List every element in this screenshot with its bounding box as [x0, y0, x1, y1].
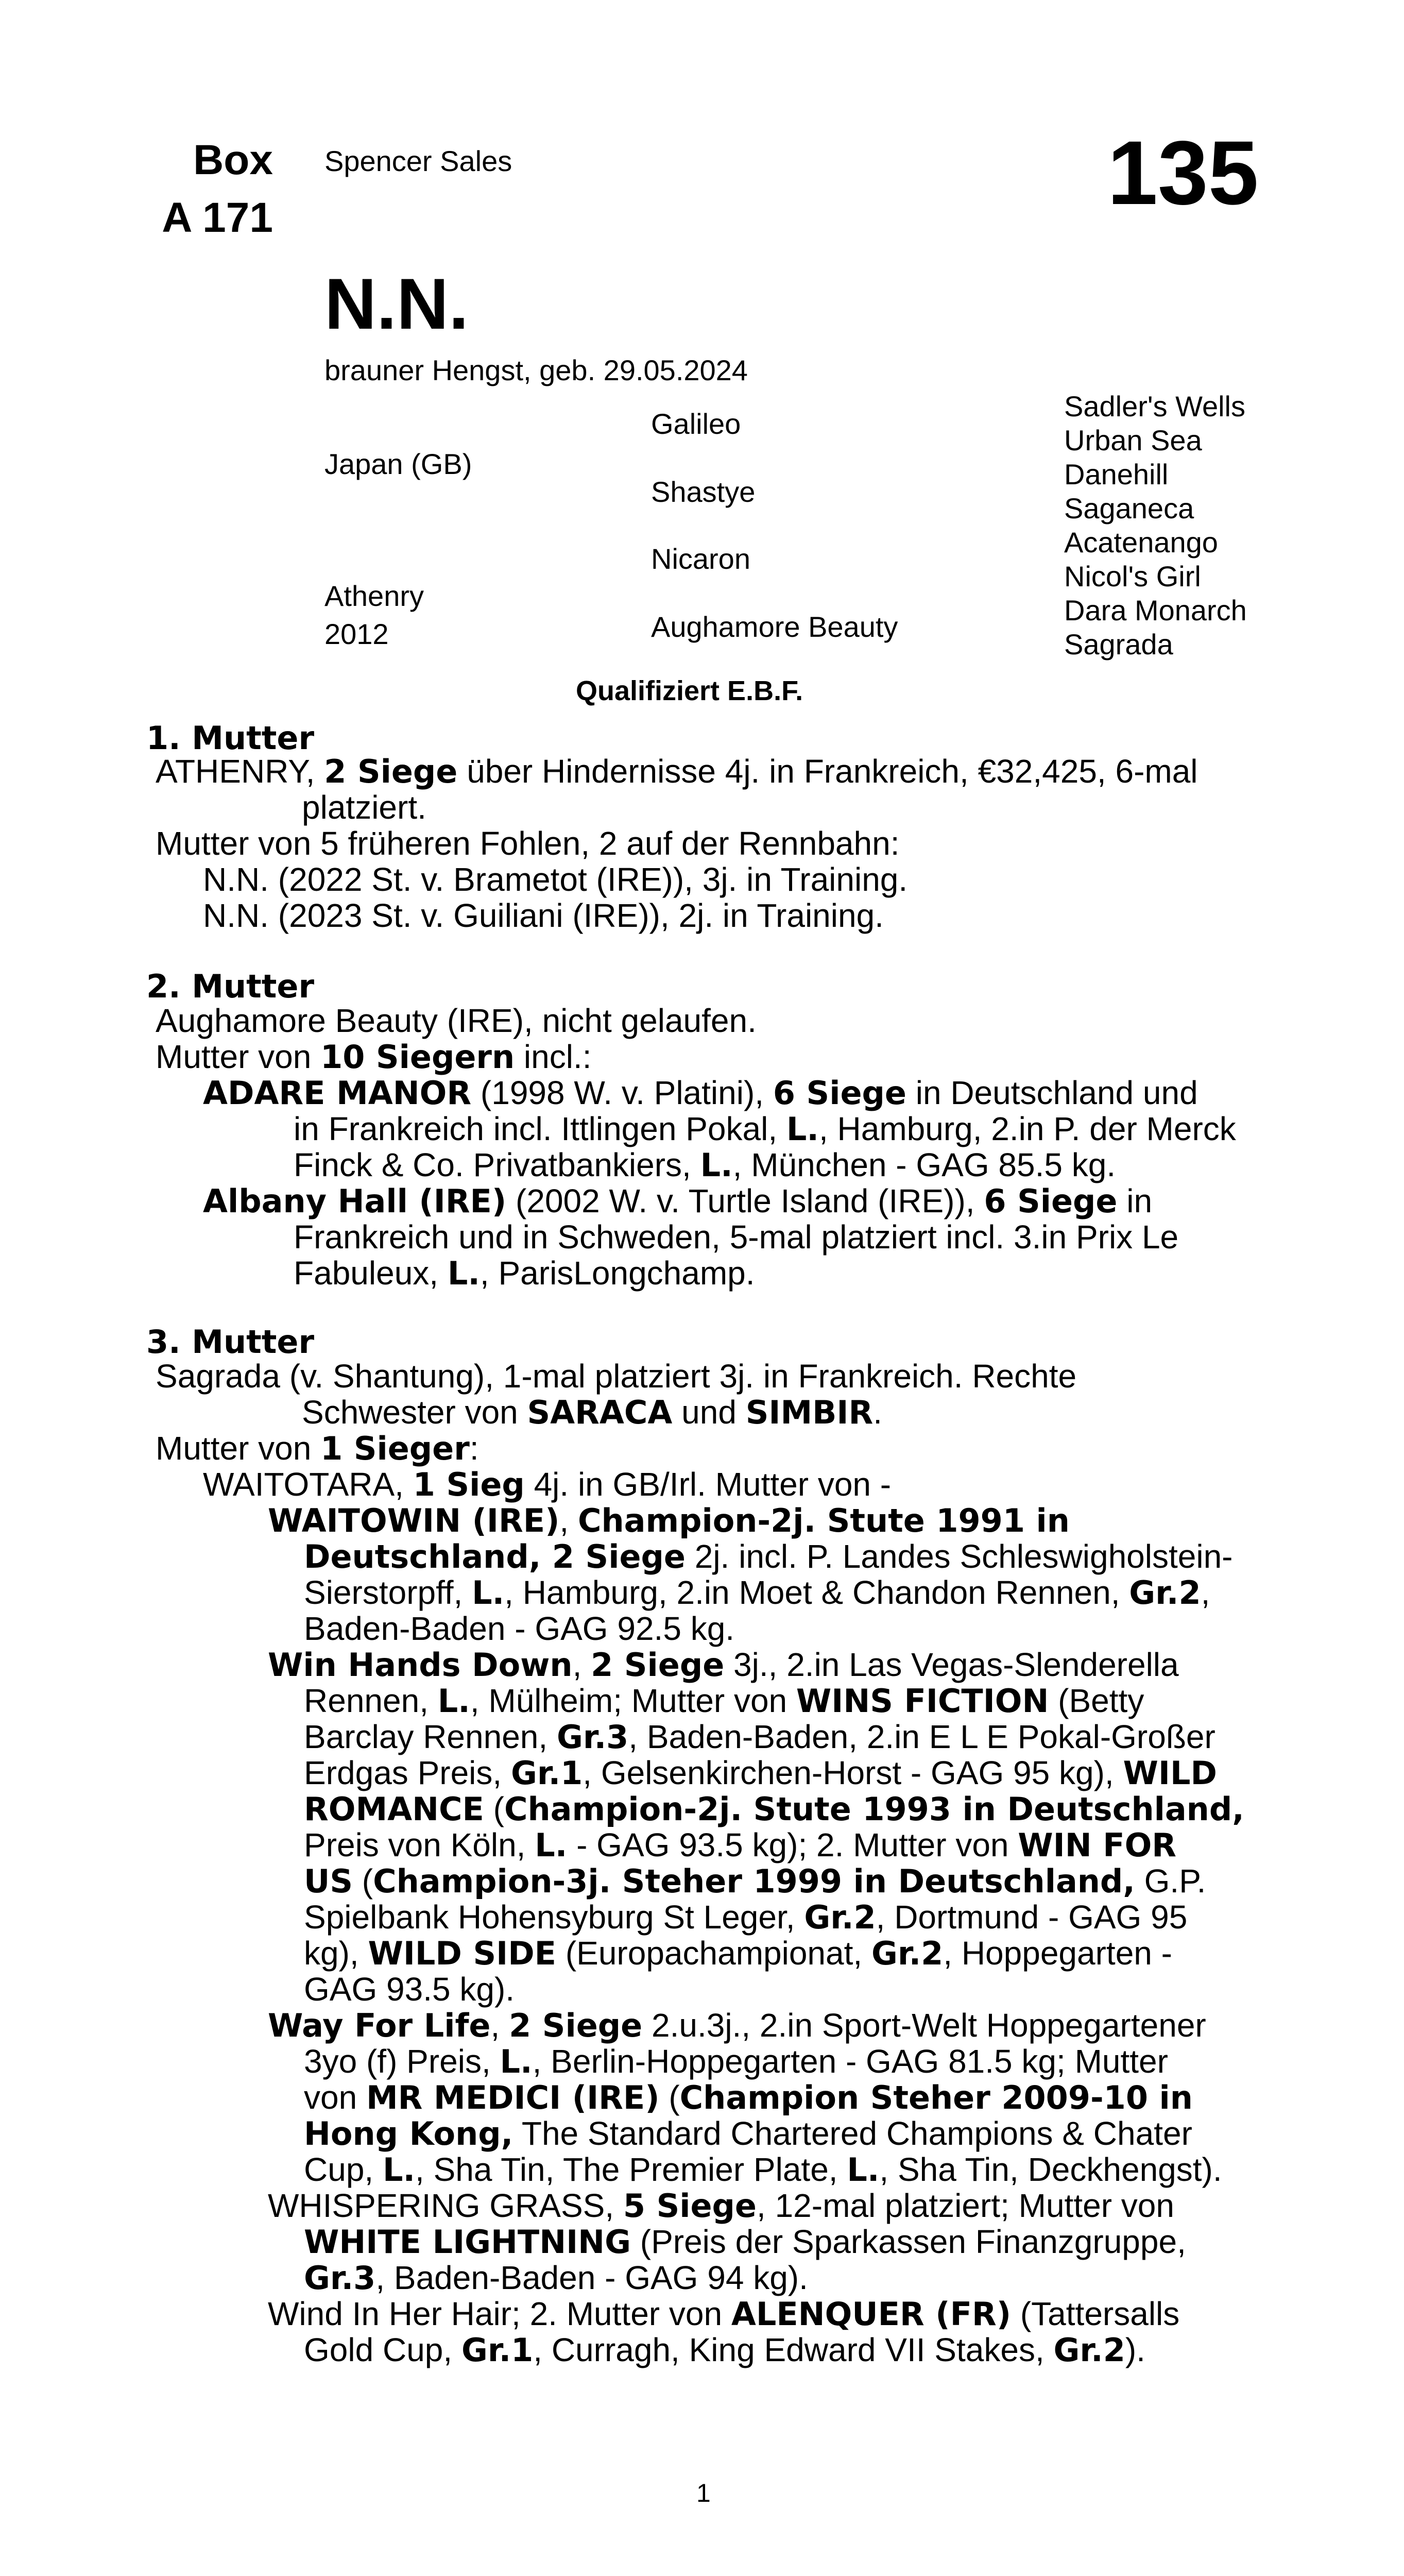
first-dam-line-3: Mutter von 5 früheren Fohlen, 2 auf der Rennbahn:: [156, 825, 900, 862]
wind-in-her-hair-line-2: Gold Cup, Gr.1, Curragh, King Edward VII Stakes, Gr.2).: [304, 2331, 1145, 2369]
way-for-life-line-3: von MR MEDICI (IRE) (Champion Steher 2009-10 in: [304, 2079, 1193, 2116]
waitowin-line-2: Deutschland, 2 Siege 2j. incl. P. Landes Schleswigholstein-: [304, 1538, 1233, 1575]
way-for-life-line-5: Cup, L., Sha Tin, The Premier Plate, L., Sha Tin, Deckhengst).: [304, 2151, 1222, 2189]
third-dam-line-2: Schwester von SARACA und SIMBIR.: [302, 1394, 883, 1431]
albany-hall-line-1: Albany Hall (IRE) (2002 W. v. Turtle Island (IRE)), 6 Siege in: [203, 1182, 1153, 1220]
qualification: Qualifiziert E.B.F.: [576, 675, 803, 706]
win-hands-down-line-10: GAG 93.5 kg).: [304, 1971, 515, 2008]
way-for-life-line-2: 3yo (f) Preis, L., Berlin-Hoppegarten - GAG 81.5 kg; Mutter: [304, 2043, 1168, 2080]
second-dam-line-1: Aughamore Beauty (IRE), nicht gelaufen.: [156, 1002, 757, 1039]
whispering-grass-line-1: WHISPERING GRASS, 5 Siege, 12-mal platziert; Mutter von: [268, 2187, 1174, 2225]
first-dam-line-1: ATHENRY, 2 Siege über Hindernisse 4j. in Frankreich, €32,425, 6-mal: [156, 753, 1198, 790]
first-dam-foal-1: N.N. (2022 St. v. Brametot (IRE)), 3j. in Training.: [203, 861, 908, 898]
waitowin-line-4: Baden-Baden - GAG 92.5 kg.: [304, 1610, 735, 1647]
pedigree-sire-dam: Shastye: [651, 476, 756, 508]
horse-description: brauner Hengst, geb. 29.05.2024: [324, 354, 748, 386]
pedigree-dam: Athenry: [324, 580, 424, 612]
win-hands-down-line-6: Preis von Köln, L. - GAG 93.5 kg); 2. Mutter von WIN FOR: [304, 1826, 1177, 1864]
pedigree-gen3-6: Nicol's Girl: [1064, 560, 1201, 592]
win-hands-down-line-2: Rennen, L., Mülheim; Mutter von WINS FICTION (Betty: [304, 1682, 1144, 1720]
waitotara-line: WAITOTARA, 1 Sieg 4j. in GB/Irl. Mutter von -: [203, 1466, 892, 1503]
waitowin-line-3: Sierstorpff, L., Hamburg, 2.in Moet & Chandon Rennen, Gr.2,: [304, 1574, 1210, 1612]
wind-in-her-hair-line-1: Wind In Her Hair; 2. Mutter von ALENQUER (FR) (Tattersalls: [268, 2295, 1180, 2333]
adare-manor-line-2: in Frankreich incl. Ittlingen Pokal, L., Hamburg, 2.in P. der Merck: [294, 1110, 1236, 1148]
page-number: 1: [696, 2479, 711, 2507]
pedigree-dam-dam: Aughamore Beauty: [651, 611, 898, 643]
pedigree-gen3-8: Sagrada: [1064, 628, 1173, 660]
third-dam-heading: 3. Mutter: [146, 1323, 315, 1361]
whispering-grass-line-2: WHITE LIGHTNING (Preis der Sparkassen Finanzgruppe,: [304, 2223, 1186, 2261]
pedigree-gen3-4: Saganeca: [1064, 492, 1194, 524]
win-hands-down-line-9: kg), WILD SIDE (Europachampionat, Gr.2, Hoppegarten -: [304, 1935, 1172, 1972]
pedigree-gen3-7: Dara Monarch: [1064, 594, 1247, 626]
pedigree-dam-sire: Nicaron: [651, 543, 750, 575]
adare-manor-line-3: Finck & Co. Privatbankiers, L., München - GAG 85.5 kg.: [294, 1146, 1116, 1184]
win-hands-down-line-5: ROMANCE (Champion-2j. Stute 1993 in Deutschland,: [304, 1790, 1244, 1828]
albany-hall-line-2: Frankreich und in Schweden, 5-mal platziert incl. 3.in Prix Le: [294, 1218, 1179, 1256]
third-dam-line-3: Mutter von 1 Sieger:: [156, 1430, 479, 1467]
pedigree-gen3-3: Danehill: [1064, 458, 1169, 490]
second-dam-line-2: Mutter von 10 Siegern incl.:: [156, 1038, 592, 1076]
lot-number: 135: [1107, 123, 1259, 224]
waitowin-line-1: WAITOWIN (IRE), Champion-2j. Stute 1991 in: [268, 1502, 1070, 1539]
way-for-life-line-1: Way For Life, 2 Siege 2.u.3j., 2.in Sport-Welt Hoppegartener: [268, 2007, 1206, 2044]
pedigree-sire-sire: Galileo: [651, 408, 741, 440]
box-number: A 171: [162, 194, 273, 241]
win-hands-down-line-1: Win Hands Down, 2 Siege 3j., 2.in Las Vegas-Slenderella: [268, 1646, 1179, 1684]
second-dam-heading: 2. Mutter: [146, 968, 315, 1005]
first-dam-line-2: platziert.: [302, 789, 426, 826]
consignor: Spencer Sales: [324, 145, 512, 177]
win-hands-down-line-7: US (Champion-3j. Steher 1999 in Deutschland, G.P.: [304, 1862, 1206, 1900]
pedigree-sire: Japan (GB): [324, 448, 472, 480]
first-dam-foal-2: N.N. (2023 St. v. Guiliani (IRE)), 2j. in Training.: [203, 897, 884, 934]
pedigree-gen3-1: Sadler's Wells: [1064, 390, 1245, 422]
first-dam-heading: 1. Mutter: [146, 719, 315, 757]
pedigree-gen3-5: Acatenango: [1064, 526, 1218, 558]
win-hands-down-line-3: Barclay Rennen, Gr.3, Baden-Baden, 2.in E L E Pokal-Großer: [304, 1718, 1215, 1756]
horse-name: N.N.: [324, 263, 469, 344]
pedigree-dam-year: 2012: [324, 618, 389, 650]
win-hands-down-line-8: Spielbank Hohensyburg St Leger, Gr.2, Dortmund - GAG 95: [304, 1899, 1188, 1936]
adare-manor-line-1: ADARE MANOR (1998 W. v. Platini), 6 Siege in Deutschland und: [203, 1074, 1198, 1112]
way-for-life-line-4: Hong Kong, The Standard Chartered Champions & Chater: [304, 2115, 1192, 2153]
box-label: Box: [193, 137, 273, 183]
pedigree-gen3-2: Urban Sea: [1064, 424, 1202, 456]
albany-hall-line-3: Fabuleux, L., ParisLongchamp.: [294, 1255, 755, 1292]
whispering-grass-line-3: Gr.3, Baden-Baden - GAG 94 kg).: [304, 2259, 808, 2297]
win-hands-down-line-4: Erdgas Preis, Gr.1, Gelsenkirchen-Horst - GAG 95 kg), WILD: [304, 1754, 1217, 1792]
third-dam-line-1: Sagrada (v. Shantung), 1-mal platziert 3j. in Frankreich. Rechte: [156, 1358, 1077, 1395]
